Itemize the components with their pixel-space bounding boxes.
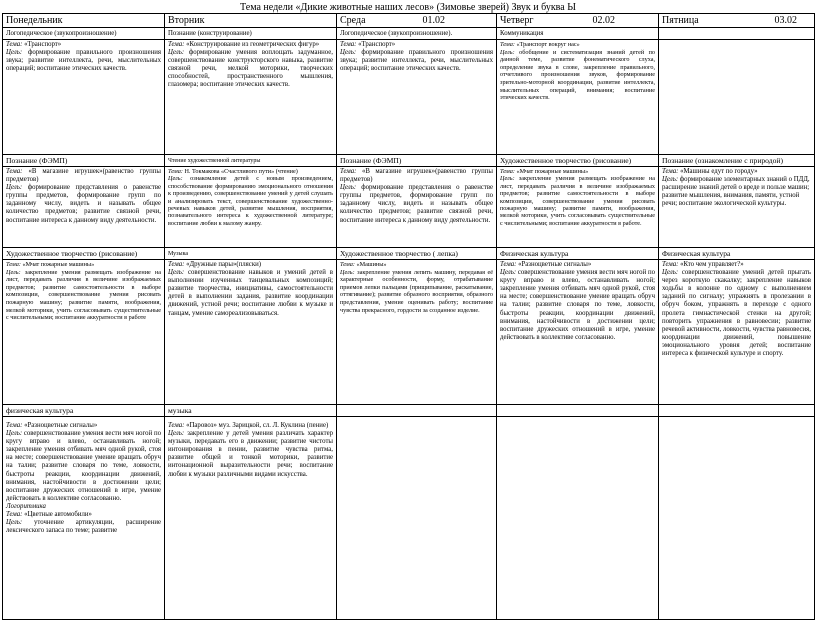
subject-cell: Познание (конструирование): [165, 28, 337, 40]
theme-label: Тема:: [6, 41, 23, 48]
theme-label: Тема:: [168, 41, 185, 48]
theme-label: Тема:: [340, 41, 357, 48]
goal-text: формирование правильного произношения звука; развитие интеллекта, речи, мыслительных операций; воспитание этических качеств.: [6, 49, 161, 73]
theme-text: «Разноцветные сигналы»: [518, 261, 592, 268]
goal-text: совершенствование умения вести мяч ногой по кругу вправо и влево, останавливать ногой; закрепление умения отбивать мяч одной рукой, стоя на месте; совершенствование умение вращать обруч на талии; развитие словаря по теме, ловкости, быстроты реакции, координации движений, внимания, настойчивости в достижении цели; воспитание дружеских отношений в игре, умение действовать в коллективе согласованно.: [500, 269, 655, 341]
goal-label: Цель:: [662, 269, 679, 277]
lesson-cell-empty: [659, 417, 815, 620]
theme-label: Тема:: [500, 41, 515, 48]
theme-text: Н. Токмакова «Счастливого пути» (чтение): [184, 168, 298, 175]
day-date: 02.02: [592, 15, 615, 26]
theme-label: Тема:: [6, 261, 21, 268]
day-header-monday: [3, 14, 165, 28]
theme-label: Тема:: [500, 168, 515, 175]
goal-text: совершенствование навыков и умений детей в выполнении изученных танцевальных композиций; развитие творчества, инициативы, самостоятельности детей в выполнении задания, развитие координации движений, устной речи; воспитание любви к музыке и танцам, умение самореализовываться.: [168, 269, 334, 317]
day-date: 01.02: [422, 15, 445, 26]
lesson-cell: [337, 40, 497, 155]
theme-label: Тема:: [6, 511, 23, 519]
theme-text: «В магазине игрушек»(равенство группы предметов): [6, 168, 161, 184]
goal-text: закрепление умения размещать изображение на лист, передавать различия в величине изображаемых предметов; развитие самостоятельности в выборе композиции, совершенствование умения рисовать пожарную машину; развитие памяти, воображения, мелкой моторики, учить согласовывать существительные с числительными; воспитание аккуратности в работе: [6, 268, 161, 322]
goal-label: Цель:: [6, 184, 23, 192]
theme-label: Тема:: [168, 168, 183, 175]
subject-cell: Познание (ФЭМП): [337, 155, 497, 167]
lesson-cell: [165, 260, 337, 405]
theme-text: «Транспорт»: [358, 41, 396, 48]
subject-row-2: [3, 155, 815, 167]
goal-label: Цель:: [6, 430, 23, 438]
goal-text: формирование представления о равенстве группы предметов, формирование групп по заданному числу, видеть и называть общее количество предметов; развитие связной речи, воспитание интереса к данному виду деятельности.: [6, 184, 162, 224]
goal-label: Цель:: [168, 175, 183, 183]
theme-text: «Мчат пожарные машины»: [516, 168, 589, 175]
subject-cell: [659, 28, 815, 40]
lesson-cell-empty: [659, 40, 815, 155]
goal-text: совершенствование умения вести мяч ногой по кругу вправо и влево, останавливать ногой; закрепление умения отбивать мяч одной рукой, стоя на месте; совершенствование умение вращать обруч на талии; развитие словаря по теме, ловкости, быстроты реакции, координации движений, внимания, настойчивости в достижении цели; воспитание дружеских отношений в игре, умение действовать в коллективе согласованно.: [6, 430, 161, 502]
goal-label: Цель:: [168, 269, 185, 277]
theme-text: «Конструирование из геометрических фигур»: [186, 41, 320, 48]
extra-subject: Логоритмика: [6, 502, 46, 510]
lesson-row-4: [3, 417, 815, 620]
goal-label: Цель:: [500, 269, 517, 277]
lesson-row-1: [3, 40, 815, 155]
subject-cell: физическая культура: [3, 405, 165, 417]
theme-label: Тема:: [340, 261, 355, 268]
theme-text: «Разноцветные сигналы»: [24, 422, 98, 429]
lesson-row-2: [3, 167, 815, 248]
subject-cell: музыка: [165, 405, 337, 417]
lesson-cell: [3, 260, 165, 405]
subject-cell: Чтение художественной литературы: [165, 155, 337, 167]
goal-text: формирование элементарных знаний о ПДД, расширение знаний детей о вреде и пользе машин; развитие мышления, внимания, памяти, устной речи; воспитание экологической культуры.: [662, 176, 810, 208]
lesson-cell: [497, 40, 659, 155]
theme-label: Тема:: [168, 261, 185, 268]
subject-cell: Познание (ФЭМП): [3, 155, 165, 167]
goal-label: Цель:: [340, 184, 357, 192]
day-name: Четверг: [500, 15, 534, 26]
lesson-cell: [337, 167, 497, 248]
goal-text: закрепление у детей умения различать характер музыки, передавать его в движении; развитие чистоты интонирования в пении, развитие чувства ритма, развитие общей и тонкой моторики, развитие интонационной выразительности речи; воспитание любви к музыки различными видами искусства.: [168, 430, 333, 478]
goal-label: Цель:: [500, 48, 515, 56]
page-title: Тема недели «Дикие животные наших лесов» (Зимовье зверей) Звук и буква Ы: [240, 2, 576, 13]
lesson-cell: [3, 167, 165, 248]
theme-text: «В магазине игрушек»(равенство группы предметов): [340, 168, 493, 184]
theme-text: «Мчат пожарные машины»: [22, 261, 95, 268]
goal-label: Цель:: [168, 49, 185, 57]
day-name: Вторник: [168, 15, 205, 26]
goal-text: формирование умения воплощать задуманное, совершенствование конструкторского навыка, развитие связной речи, мелкой моторики, творческих способностей, пространственного мышления, глазомера; воспитание этических качеств.: [168, 49, 334, 89]
theme-label: Тема:: [168, 422, 185, 429]
goal-label: Цель:: [6, 49, 23, 57]
theme-label: Тема:: [662, 168, 679, 175]
day-header-thursday: [497, 14, 659, 28]
subject-cell-empty: [659, 405, 815, 417]
subject-cell: Художественное творчество ( лепка): [337, 248, 497, 260]
subject-row-1: [3, 28, 815, 40]
theme-label: Тема:: [340, 168, 357, 175]
theme-label: Тема:: [6, 422, 23, 429]
subject-row-3: [3, 248, 815, 260]
subject-cell-empty: [497, 405, 659, 417]
lesson-row-3: [3, 260, 815, 405]
lesson-cell: [165, 40, 337, 155]
day-header-wednesday: [337, 14, 497, 28]
theme-text: «Дружные пары»(пляски): [186, 261, 262, 268]
goal-label: Цель:: [6, 268, 21, 276]
day-header-friday: [659, 14, 815, 28]
theme-label: Тема:: [500, 261, 517, 268]
subject-cell: Логопедическое (звукопроизношение).: [337, 28, 497, 40]
subject-row-4: [3, 405, 815, 417]
lesson-cell: [165, 417, 337, 620]
theme-text: «Кто чем управляет?»: [680, 261, 744, 268]
days-header-row: [3, 14, 815, 28]
lesson-cell: [497, 260, 659, 405]
theme-text: «Транспорт»: [24, 41, 62, 48]
lesson-cell: [337, 260, 497, 405]
theme-label: Тема:: [6, 168, 23, 175]
day-date: 03.02: [774, 15, 797, 26]
goal-label: Цель:: [340, 268, 355, 276]
goal-text: закрепление умения лепить машину, передавая её характерные особенности, форму, отрабатывание приемов лепки пальцами (прищипывание, раскатывание, оттягивание); развитие образного восприятия, образного представления, умение оценивать работу; воспитание чувства прекрасного, гордости за созданное изделие.: [340, 268, 494, 314]
subject-cell-empty: [337, 405, 497, 417]
goal-text: обобщение и систематизация знаний детей по данной теме, развитие фонематического слуха, определение звука в слове, закрепление правильного, отчетливого произношения звуков, формирование зрительно-моторной координации, развитие интеллекта, мыслительных операций, внимания; воспитание этических качеств.: [500, 48, 655, 102]
subject-cell: Познание (ознакомление с природой): [659, 155, 815, 167]
goal-label: Цель:: [6, 519, 23, 527]
goal-label: Цель:: [500, 175, 515, 183]
theme-text: «Транспорт вокруг нас»: [516, 41, 580, 48]
subject-cell: Физическая культура: [659, 248, 815, 260]
goal-text: формирование представления о равенстве группы предметов, формирование групп по заданному числу, видеть и называть общее количество предметов; развитие связной речи, воспитание интереса к данному виду деятельности.: [340, 184, 494, 224]
goal-text: ознакомление детей с новым произведением, способствование формированию эмоционального отношения к произведению, совершенствование умений у детей слушать и анализировать текст, совершенствование художественно-речевых навыков детей, развитие мышления, восприятия, познавательного интереса к художественной литературе; воспитание любви к малому жанру.: [168, 175, 333, 227]
subject-cell: Логопедическое (звукопроизношение): [3, 28, 165, 40]
day-header-tuesday: [165, 14, 337, 28]
goal-label: Цель:: [662, 176, 679, 184]
subject-cell: Коммуникация: [497, 28, 659, 40]
theme-text: «Цветные автомобили»: [24, 511, 92, 519]
subject-cell: Художественное творчество (рисование): [3, 248, 165, 260]
day-name: Пятница: [662, 15, 699, 26]
theme-text: «Машины»: [356, 261, 387, 268]
lesson-cell: [659, 167, 815, 248]
goal-label: Цель:: [340, 49, 357, 57]
theme-text: «Машины едут по городу»: [680, 168, 758, 175]
theme-label: Тема:: [662, 261, 679, 268]
goal-text: закрепление умения размещать изображение на лист, передавать различия в величине изображаемых предметов; развитие самостоятельности в выборе композиции, совершенствование умения рисовать пожарную машину; развитие памяти, воображения, мелкой моторики, учить согласовывать существительные с числительными; воспитание аккуратности в работе.: [500, 175, 655, 227]
goal-text: совершенствование умений детей прыгать через короткую скакалку; закрепление навыков ходьбы в колонне по одному с выполнением заданий по сигналу; упражнять в пролезании в обруч боком, упражнять в переходе с одного пролета гимнастической стенки на другой; повторить упражнения в равновесии; развитие речевой активности, ловкости, чувства равновесия, координации движений, повышение эмоционального уровня детей; воспитание интереса к физической культуре и спорту.: [662, 269, 811, 358]
lesson-cell-empty: [337, 417, 497, 620]
goal-text: формирование правильного произношения звука; развитие интеллекта, речи, мыслительных операций; воспитание этических качеств.: [340, 49, 493, 73]
goal-label: Цель:: [168, 430, 185, 438]
goal-text: уточнение артикуляции, расширение лексического запаса по теме; развитие: [6, 519, 161, 535]
lesson-cell: [659, 260, 815, 405]
lesson-cell: [3, 40, 165, 155]
lesson-cell: [497, 167, 659, 248]
subject-cell: Физическая культура: [497, 248, 659, 260]
lesson-cell: [165, 167, 337, 248]
subject-cell: Художественное творчество (рисование): [497, 155, 659, 167]
day-name: Понедельник: [6, 15, 63, 26]
subject-cell: Музыка: [165, 248, 337, 260]
lesson-cell: [3, 417, 165, 620]
theme-text: «Паровоз» муз. Зарицкой, сл. Л. Куклина (пение): [186, 422, 329, 429]
day-name: Среда: [340, 15, 366, 26]
weekly-plan-table: [2, 13, 815, 620]
lesson-cell-empty: [497, 417, 659, 620]
